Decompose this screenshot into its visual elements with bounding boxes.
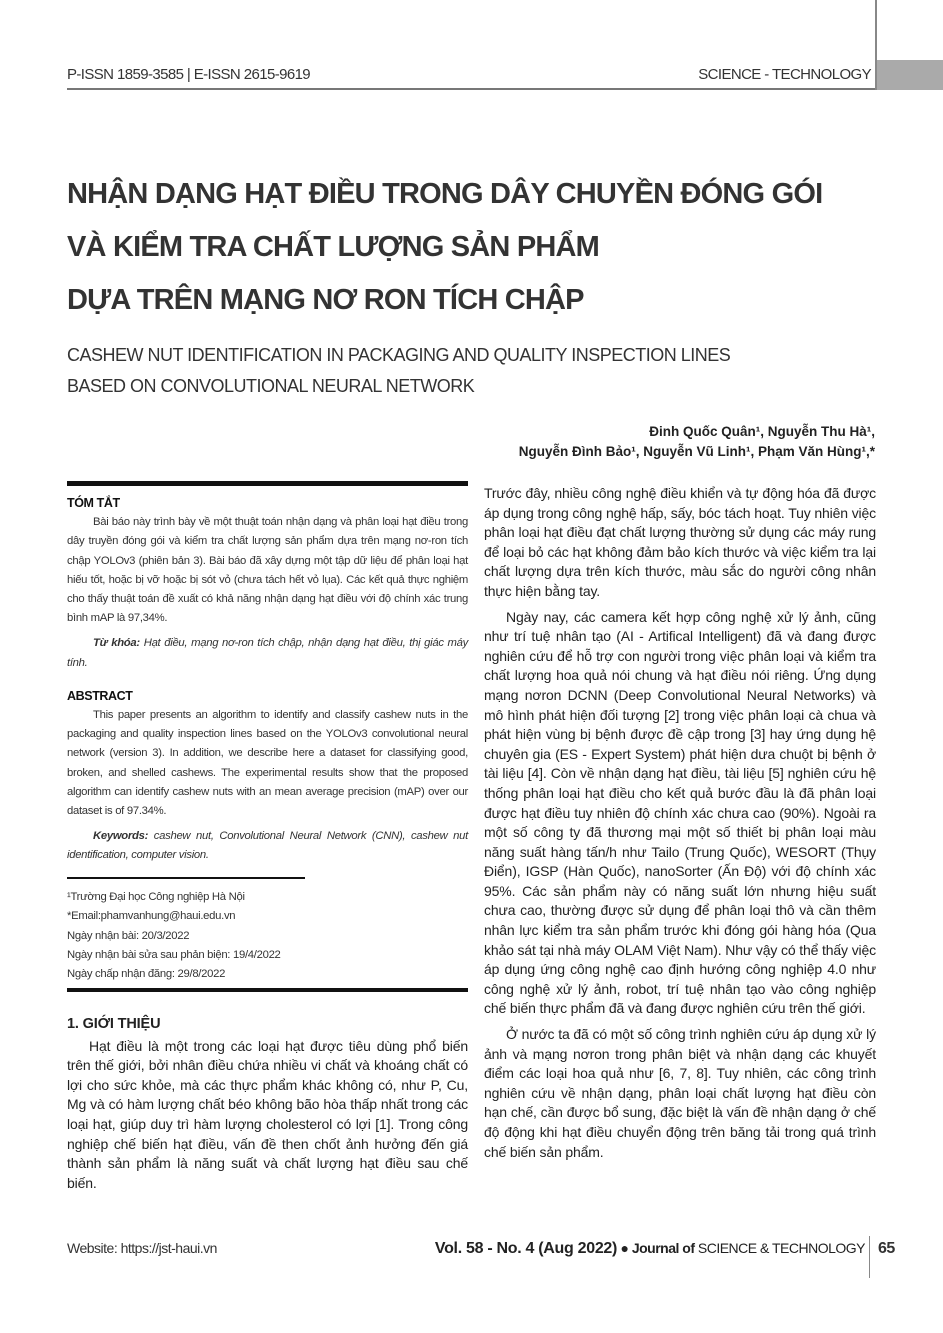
tomtat-keywords bbox=[67, 634, 468, 672]
subtitle-line: CASHEW NUT IDENTIFICATION IN PACKAGING AND QUALITY INSPECTION LINES bbox=[67, 345, 731, 365]
bullet-icon: ● bbox=[620, 1240, 629, 1256]
keywords-text: cashew nut, Convolutional Neural Network (CNN), cashew nut identification, computer vision. bbox=[67, 830, 468, 862]
footer-divider bbox=[869, 1236, 870, 1278]
right-column bbox=[484, 484, 876, 1168]
title-line: VÀ KIỂM TRA CHẤT LƯỢNG SẢN PHẨM bbox=[67, 231, 600, 263]
page-number: 65 bbox=[878, 1240, 895, 1257]
abstract-text: This paper presents an algorithm to identify and classify cashew nuts in the packaging and quality inspection lines based on the YOLOv3 convolutional neural network (version 3). In addition, we describe here a dataset for classifying good, broken, and shelled cashews. The experimental results show that the proposed algorithm can identify cashew nuts with an mean average precision (mAP) over our dataset is of 97.34%. bbox=[67, 709, 468, 818]
tomtat-section bbox=[67, 494, 468, 866]
author-line: Đinh Quốc Quân¹, Nguyễn Thu Hà¹, bbox=[649, 424, 875, 439]
footer-website: Website: https://jst-haui.vn bbox=[67, 1240, 217, 1256]
subtitle-line: BASED ON CONVOLUTIONAL NEURAL NETWORK bbox=[67, 376, 475, 396]
title-en bbox=[67, 340, 730, 402]
header-gray-tab bbox=[877, 60, 943, 90]
tomtat-heading: TÓM TẮT bbox=[67, 496, 120, 510]
abstract-top-rule bbox=[67, 481, 468, 486]
footnote: *Email:phamvanhung@haui.edu.vn bbox=[67, 910, 236, 923]
paragraph: Trước đây, nhiều công nghệ điều khiển và tự động hóa đã được áp dụng trong công nghệ hấp, sấy, bóc tách hoạt. Tuy nhiên việc phân loại hạt điều đạt chất lượng thường sử dụng các máy rung để loại bỏ các hạt không đảm bảo kích thước và việc kiểm tra lại chất lượng dựa trên kích thước, màu sắc do người công nhân thực hiện bằng tay. bbox=[484, 485, 876, 599]
paragraph: Ngày nay, các camera kết hợp công nghệ xử lý ảnh, cũng như trí tuệ nhân tạo (AI - Artifical Intelligent) đã và đang được nghiên cứu để hỗ trợ con người trong việc phân loại và kiểm tra chất lượng hoa quả nói chung và hạt điều nói riêng. Ứng dụng mạng nơron DCNN (Deep Convolutional Neural Networks) và mô hình phát hiện đối tượng [2] trong việc phân loại cà chua và phát hiện vùng bị bệnh được đề cập trong [3] hay ứng dụng hệ chuyên gia (ES - Expert System) phát hiện dưa chuột bị bệnh ở tài liệu [4]. Còn về nhận dạng hạt điều, tài liệu [5] nghiên cứu hệ thống phân loại hạt điều cho kết quả bước đầu là đã phân loại được hạt điều tuy nhiên độ chính xác chưa cao (90%). Ngoài ra một số công ty đã thương mại một số thiết bị phân loại màu năng suất hàng tấn/h như Tailo (Trung Quốc), WESORT (Thụy Điển), IGSP (Hàn Quốc), nanoSorter (Ấn Độ) với độ chính xác 95%. Các sản phẩm này có năng suất lớn nhưng hiệu suất chưa cao, thường được sử dụng để phân loại thô và cần thêm nhân lực kiểm tra sản phẩm trước khi đóng gói hàng hóa (Qua khảo sát tại nhà máy OLAM Việt Nam). Như vậy có thể thấy việc áp dụng ứng công nghệ cao định hướng công nghiệp 4.0 như công nghệ xử lý ảnh, robot, trí tuệ nhân tạo vào công nghiệp chế biến thực phẩm đã và đang được nghiên cứu trên thế giới. bbox=[484, 608, 876, 1017]
abstract-bottom-rule bbox=[67, 988, 468, 992]
footnote: ¹Trường Đại học Công nghiệp Hà Nội bbox=[67, 891, 245, 903]
footer-journal bbox=[435, 1240, 865, 1258]
author-line: Nguyễn Đình Bảo¹, Nguyễn Vũ Linh¹, Phạm Văn Hùng¹,* bbox=[518, 444, 875, 459]
issn: P-ISSN 1859-3585 | E-ISSN 2615-9619 bbox=[67, 66, 311, 83]
footnote: Ngày nhận bài sửa sau phản biện: 19/4/2022 bbox=[67, 948, 281, 961]
footnote-rule bbox=[67, 877, 305, 879]
section-label: SCIENCE - TECHNOLOGY bbox=[698, 66, 871, 83]
journal-of: Journal of bbox=[631, 1240, 695, 1256]
intro-heading: 1. GIỚI THIỆU bbox=[67, 1016, 161, 1032]
keywords-text: Hạt điều, mạng nơ-ron tích chập, nhận dạng hạt điều, thị giác máy tính. bbox=[67, 637, 468, 669]
abstract-keywords bbox=[67, 827, 468, 865]
title-line: DỰA TRÊN MẠNG NƠ RON TÍCH CHẬP bbox=[67, 284, 584, 316]
abstract-heading: ABSTRACT bbox=[67, 688, 133, 703]
header-rule bbox=[67, 88, 875, 90]
title-line: NHẬN DẠNG HẠT ĐIỀU TRONG DÂY CHUYỀN ĐÓNG GÓI bbox=[67, 178, 823, 210]
keywords-label: Keywords: bbox=[93, 830, 149, 843]
intro-section bbox=[67, 1015, 468, 1199]
intro-paragraph: Hạt điều là một trong các loại hạt được tiêu dùng phổ biến trên thế giới, bởi nhân điều chứa nhiều vi chất và khoáng chất có lợi cho sức khỏe, mà các thực phẩm khác không có, như P, Cu, Mg và có hàm lượng chất béo không bão hòa thấp nhất trong các loại hạt, giúp duy trì hàm lượng cholesterol có lợi [1]. Trong công nghiệp chế biến hạt điều, vấn đề then chốt ảnh hưởng đến giá thành sản phẩm là năng suất và chất lượng hạt điều sau chế biến. bbox=[67, 1037, 468, 1191]
volume: Vol. 58 - No. 4 (Aug 2022) bbox=[434, 1240, 618, 1257]
authors bbox=[519, 422, 875, 462]
paragraph: Ở nước ta đã có một số công trình nghiên cứu áp dụng xử lý ảnh và mạng nơron trong phân biệt và nhận dạng các khuyết điểm các loại hoa quả như [6, 7, 8]. Tuy nhiên, các công trình nghiên cứu về nhận dạng, phân loại chất lượng hạt điều còn hạn chế, cần được bổ sung, đặc biệt là vấn đề nhận dạng ở chế độ động khi hạt điều chuyển động trên băng tải trong quá trình chế biến sản phẩm. bbox=[484, 1026, 876, 1160]
footnotes bbox=[67, 888, 281, 984]
footnote: Ngày nhận bài: 20/3/2022 bbox=[67, 929, 190, 942]
title-vi bbox=[67, 168, 822, 327]
keywords-label: Từ khóa: bbox=[93, 637, 140, 650]
tomtat-text: Bài báo này trình bày về một thuật toán nhận dạng và phân loại hạt điều trong dây truyền đóng gói và kiểm tra chất lượng sản phẩm dựa trên mạng nơ-ron tích chập YOLOv3 (phiên bản 3). Bài báo đã xây dựng một tập dữ liệu để phân loại hạt hiếu tốt, hoặc bị vỡ hoặc bị sót vỏ (chưa tách hết vỏ lụa). Các kết quả thực nghiệm cho thấy thuật toán đề xuất có khả năng nhận dạng hạt điều với độ chính xác trung bình mAP là 97,34%. bbox=[67, 516, 468, 625]
journal-name: SCIENCE & TECHNOLOGY bbox=[697, 1240, 865, 1256]
footnote: Ngày chấp nhận đăng: 29/8/2022 bbox=[67, 968, 226, 981]
